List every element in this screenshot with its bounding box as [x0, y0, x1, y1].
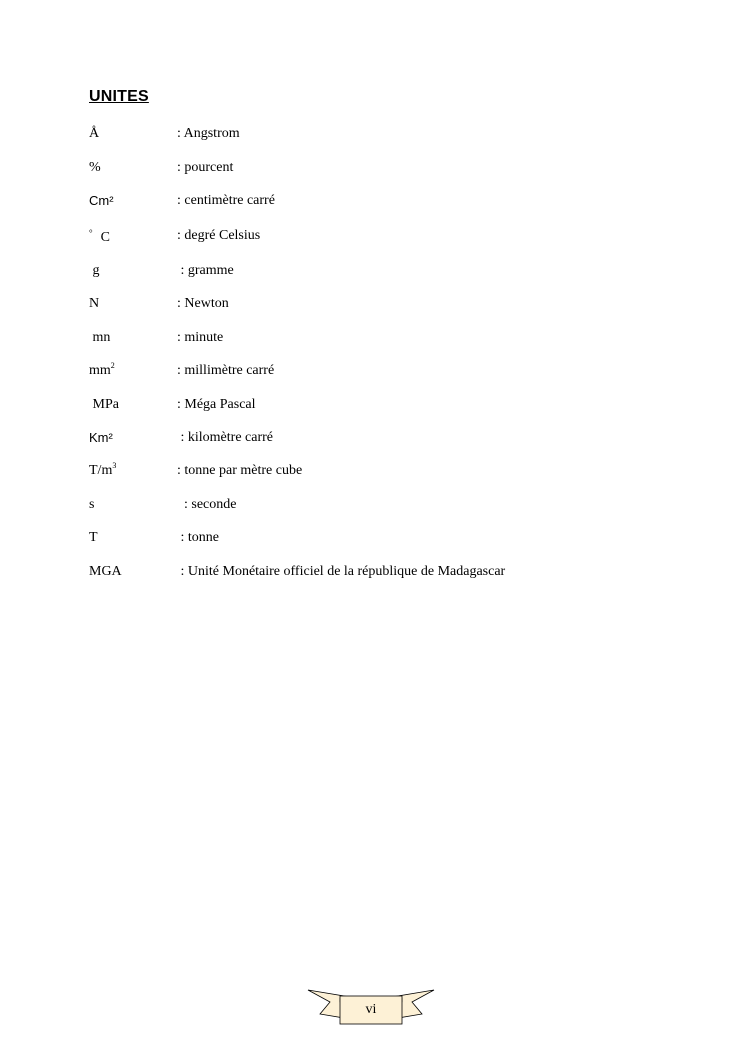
- unit-description: : minute: [177, 330, 224, 345]
- unit-description: : tonne: [177, 530, 219, 545]
- unit-symbol: [89, 363, 115, 379]
- unit-row: [89, 296, 689, 316]
- unit-description: : Angstrom: [177, 126, 240, 141]
- unit-row: [89, 463, 689, 483]
- unit-symbol: T: [89, 530, 98, 545]
- unit-row: [89, 397, 689, 417]
- unit-description: : Unité Monétaire officiel de la république de Madagascar: [177, 564, 506, 579]
- unit-symbol: MGA: [89, 564, 122, 579]
- page-title: UNITES: [89, 88, 149, 105]
- unit-description: : pourcent: [177, 160, 234, 175]
- unit-symbol: s: [89, 497, 95, 512]
- unit-row: [89, 193, 689, 213]
- unit-symbol-letter: C: [100, 230, 110, 245]
- unit-description: : gramme: [177, 263, 234, 278]
- unit-description: : Méga Pascal: [177, 397, 256, 412]
- unit-row: [89, 126, 689, 146]
- unit-row: [89, 530, 689, 550]
- unit-description: : Newton: [177, 296, 229, 311]
- unit-symbol: N: [89, 296, 100, 311]
- unit-row: [89, 430, 689, 450]
- unit-description: : centimètre carré: [177, 193, 275, 208]
- unit-description: : tonne par mètre cube: [177, 463, 303, 478]
- unit-symbol: Km²: [89, 430, 113, 445]
- unit-symbol: Cm²: [89, 193, 114, 208]
- unit-symbol: mn: [89, 330, 111, 345]
- unit-symbol: MPa: [89, 397, 119, 412]
- unit-symbol: Å: [89, 126, 100, 141]
- unit-description: : seconde: [177, 497, 237, 512]
- unit-row: [89, 263, 689, 283]
- unit-symbol: %: [89, 160, 101, 175]
- unit-row: [89, 160, 689, 180]
- unit-row: [89, 497, 689, 517]
- unit-row: [89, 564, 689, 584]
- degree-symbol: °: [89, 228, 93, 238]
- unit-symbol: [89, 463, 116, 479]
- unit-symbol-base: mm: [89, 363, 111, 378]
- unit-row: [89, 330, 689, 350]
- unit-symbol-base: T/m: [89, 463, 113, 478]
- unit-symbol: [89, 228, 110, 246]
- unit-description: : kilomètre carré: [177, 430, 274, 445]
- unit-symbol: g: [89, 263, 100, 278]
- unit-description: : degré Celsius: [177, 228, 261, 243]
- page-number-banner: [306, 988, 436, 1028]
- unit-row: [89, 363, 689, 383]
- page-number: vi: [365, 1002, 377, 1017]
- unit-symbol-exponent: 2: [110, 361, 115, 370]
- unit-symbol-exponent: 3: [112, 461, 117, 470]
- unit-description: : millimètre carré: [177, 363, 275, 378]
- unit-row: [89, 228, 689, 248]
